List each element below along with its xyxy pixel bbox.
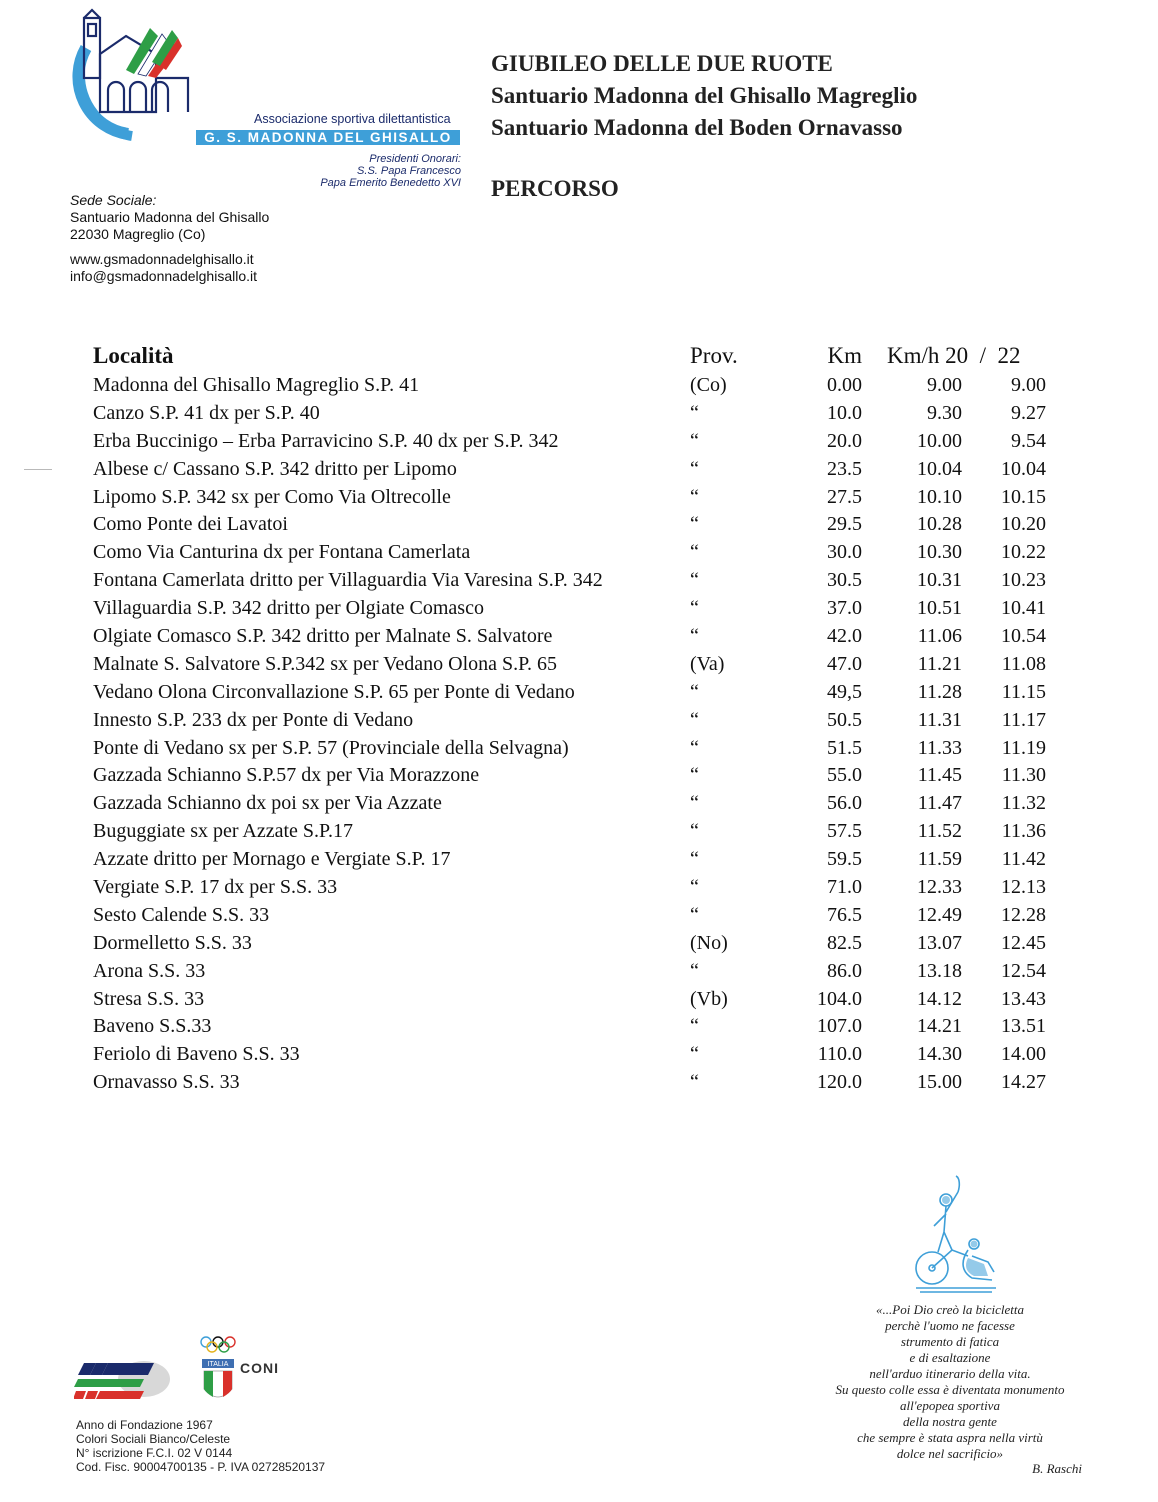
location-cell: Gazzada Schianno S.P.57 dx per Via Morazzone [93,764,480,787]
prov-cell: “ [690,401,699,424]
table-row [0,735,1158,763]
table-row [0,539,1158,567]
km-cell: 56.0 [827,792,862,815]
prov-cell: “ [690,792,699,815]
prov-cell: “ [690,485,699,508]
speed22-cell: 12.54 [1001,959,1046,982]
section-title: PERCORSO [491,176,619,201]
speed22-cell: 11.17 [1001,708,1046,731]
prov-cell: “ [690,597,699,620]
speed20-cell: 11.31 [917,708,962,731]
speed20-cell: 10.00 [917,429,962,452]
table-header [0,340,1158,372]
table-row [0,400,1158,428]
prov-cell: “ [690,429,699,452]
table-row [0,874,1158,902]
president-benedetto: Papa Emerito Benedetto XVI [320,177,461,189]
table-row [0,484,1158,512]
prov-cell: “ [690,708,699,731]
quote-line: Su questo colle essa è diventata monumento [835,1382,1065,1397]
speed20-cell: 11.06 [917,625,962,648]
club-name-banner: G. S. MADONNA DEL GHISALLO [196,130,460,145]
speed20-cell: 14.30 [917,1043,962,1066]
speed22-cell: 14.00 [1001,1043,1046,1066]
route-table [0,340,1158,1097]
speed22-cell: 10.15 [1001,485,1046,508]
speed22-cell: 10.54 [1001,625,1046,648]
speed22-cell: 11.42 [1001,848,1046,871]
monument-graphic [908,1172,1000,1294]
subtitle-ghisallo: Santuario Madonna del Ghisallo Magreglio [491,83,918,108]
speed20-cell: 11.33 [917,736,962,759]
prov-cell: (No) [690,931,728,954]
location-cell: Erba Buccinigo – Erba Parravicino S.P. 40 dx per S.P. 342 [93,429,559,452]
speed20-cell: 10.31 [917,569,962,592]
email-link[interactable]: info@gsmadonnadelghisallo.it [70,268,257,284]
table-row [0,1041,1158,1069]
speed22-cell: 9.54 [1011,429,1046,452]
location-cell: Madonna del Ghisallo Magreglio S.P. 41 [93,374,420,396]
table-row [0,651,1158,679]
km-cell: 37.0 [827,597,862,620]
prov-cell: “ [690,736,699,759]
location-cell: Canzo S.P. 41 dx per S.P. 40 [93,401,320,424]
prov-cell: “ [690,625,699,648]
speed22-cell: 10.41 [1001,597,1046,620]
raschi-quote [800,1302,1100,1462]
km-cell: 29.5 [827,513,862,536]
speed22-cell: 11.19 [1001,736,1046,759]
table-row [0,958,1158,986]
speed20-cell: 11.47 [917,792,962,815]
speed20-cell: 11.28 [917,680,962,703]
association-label: Associazione sportiva dilettantistica [254,112,451,126]
quote-line: strumento di fatica [900,1334,1000,1349]
header-prov: Prov. [690,343,738,368]
km-cell: 42.0 [827,625,862,648]
speed22-cell: 11.30 [1001,764,1046,787]
speed22-cell: 12.28 [1001,903,1046,926]
location-cell: Ornavasso S.S. 33 [93,1071,240,1094]
km-cell: 20.0 [827,429,862,452]
speed20-cell: 9.30 [927,401,962,424]
prov-cell: “ [690,959,699,982]
km-cell: 30.0 [827,541,862,564]
quote-line: all'epopea sportiva [900,1398,1000,1413]
speed20-cell: 11.21 [917,652,962,675]
speed20-cell: 15.00 [917,1071,962,1094]
speed20-cell: 12.33 [917,876,962,899]
km-cell: 27.5 [827,485,862,508]
prov-cell: “ [690,541,699,564]
quote-line: «...Poi Dio creò la bicicletta [876,1302,1024,1317]
prov-cell: “ [690,513,699,536]
fci-logo [74,1355,174,1405]
speed20-cell: 10.51 [917,597,962,620]
header-speed: Km/h 20 / 22 [887,343,1021,368]
location-cell: Vedano Olona Circonvallazione S.P. 65 per Ponte di Vedano [93,680,575,703]
registered-office [70,192,269,285]
prov-cell: “ [690,876,699,899]
speed22-cell: 13.51 [1001,1015,1046,1038]
table-row [0,1069,1158,1097]
location-cell: Feriolo di Baveno S.S. 33 [93,1043,300,1066]
quote-line: nell'arduo itinerario della vita. [869,1366,1031,1381]
speed20-cell: 14.21 [917,1015,962,1038]
prov-cell: “ [690,820,699,843]
location-cell: Innesto S.P. 233 dx per Ponte di Vedano [93,708,414,731]
prov-cell: “ [690,569,699,592]
speed22-cell: 12.13 [1001,876,1046,899]
location-cell: Buguggiate sx per Azzate S.P.17 [93,820,353,843]
speed22-cell: 10.23 [1001,569,1046,592]
km-cell: 76.5 [827,903,862,926]
speed20-cell: 14.12 [917,987,962,1010]
speed22-cell: 11.36 [1001,820,1046,843]
presidents-label: Presidenti Onorari: [369,153,461,165]
honorary-presidents [268,153,461,189]
quote-line: dolce nel sacrificio» [896,1446,1004,1461]
coni-label: CONI [240,1360,279,1376]
table-row [0,902,1158,930]
table-body [0,372,1158,1097]
main-title: GIUBILEO DELLE DUE RUOTE [491,51,833,76]
speed22-cell: 14.27 [1001,1071,1046,1094]
location-cell: Azzate dritto per Mornago e Vergiate S.P. 17 [93,848,451,871]
speed22-cell: 11.32 [1001,792,1046,815]
km-cell: 51.5 [827,736,862,759]
table-row [0,623,1158,651]
km-cell: 107.0 [817,1015,862,1038]
president-francesco: S.S. Papa Francesco [357,165,461,177]
header-location: Località [93,343,174,368]
speed22-cell: 10.22 [1001,541,1046,564]
location-cell: Como Ponte dei Lavatoi [93,513,288,536]
sede-line: 22030 Magreglio (Co) [70,226,206,242]
prov-cell: “ [690,457,699,480]
location-cell: Albese c/ Cassano S.P. 342 dritto per Lipomo [93,457,457,480]
location-cell: Malnate S. Salvatore S.P.342 sx per Vedano Olona S.P. 65 [93,652,558,675]
location-cell: Dormelletto S.S. 33 [93,931,252,954]
speed20-cell: 13.18 [917,959,962,982]
prov-cell: “ [690,1015,699,1038]
prov-cell: “ [690,680,699,703]
location-cell: Baveno S.S.33 [93,1015,212,1038]
km-cell: 10.0 [827,401,862,424]
document-titles [491,48,917,144]
location-cell: Como Via Canturina dx per Fontana Camerlata [93,541,471,564]
prov-cell: “ [690,848,699,871]
km-cell: 110.0 [817,1043,862,1066]
km-cell: 82.5 [827,931,862,954]
km-cell: 47.0 [827,652,862,675]
km-cell: 57.5 [827,820,862,843]
km-cell: 50.5 [827,708,862,731]
location-cell: Stresa S.S. 33 [93,987,205,1010]
prov-cell: (Co) [690,374,727,396]
km-cell: 0.00 [827,374,862,396]
km-cell: 104.0 [817,987,862,1010]
speed22-cell: 12.45 [1001,931,1046,954]
location-cell: Lipomo S.P. 342 sx per Como Via Oltrecolle [93,485,451,508]
km-cell: 71.0 [827,876,862,899]
table-row [0,428,1158,456]
club-logo [68,8,461,189]
speed20-cell: 10.10 [917,485,962,508]
location-cell: Arona S.S. 33 [93,959,206,982]
quote-line: della nostra gente [903,1414,997,1429]
prov-cell: “ [690,764,699,787]
speed22-cell: 9.27 [1011,401,1046,424]
table-row [0,930,1158,958]
cyclist-monument-illustration [908,1172,1000,1294]
speed20-cell: 10.28 [917,513,962,536]
prov-cell: (Vb) [690,987,728,1010]
table-row [0,456,1158,484]
speed20-cell: 11.59 [917,848,962,871]
prov-cell: “ [690,903,699,926]
speed22-cell: 13.43 [1001,987,1046,1010]
club-colors: Colori Sociali Bianco/Celeste [76,1432,231,1446]
table-row [0,846,1158,874]
footer-info [76,1418,325,1474]
table-row [0,818,1158,846]
quote-line: che sempre è stata aspra nella virtù [857,1430,1043,1445]
quote-author: B. Raschi [1032,1461,1082,1476]
fci-graphic [74,1355,174,1405]
table-row [0,372,1158,400]
table-row [0,511,1158,539]
prov-cell: (Va) [690,652,725,675]
table-row [0,679,1158,707]
speed20-cell: 11.45 [917,764,962,787]
subtitle-boden: Santuario Madonna del Boden Ornavasso [491,115,903,140]
km-cell: 59.5 [827,848,862,871]
speed20-cell: 9.00 [927,374,962,396]
km-cell: 120.0 [817,1071,862,1094]
prov-cell: “ [690,1071,699,1094]
website-link[interactable]: www.gsmadonnadelghisallo.it [70,251,254,267]
location-cell: Sesto Calende S.S. 33 [93,903,270,926]
speed20-cell: 10.30 [917,541,962,564]
table-row [0,567,1158,595]
table-row [0,1013,1158,1041]
speed20-cell: 10.04 [917,457,962,480]
location-cell: Olgiate Comasco S.P. 342 dritto per Malnate S. Salvatore [93,625,553,648]
speed22-cell: 10.20 [1001,513,1046,536]
speed22-cell: 11.08 [1001,652,1046,675]
foundation-year: Anno di Fondazione 1967 [76,1418,213,1432]
location-cell: Gazzada Schianno dx poi sx per Via Azzate [93,792,442,815]
km-cell: 86.0 [827,959,862,982]
header-km: Km [827,343,862,368]
sede-line: Santuario Madonna del Ghisallo [70,209,270,225]
tax-codes: Cod. Fisc. 90004700135 - P. IVA 02728520137 [76,1460,326,1474]
location-cell: Vergiate S.P. 17 dx per S.S. 33 [93,876,338,899]
km-cell: 49,5 [827,680,862,703]
location-cell: Fontana Camerlata dritto per Villaguardia Via Varesina S.P. 342 [93,569,603,592]
table-row [0,707,1158,735]
speed20-cell: 11.52 [917,820,962,843]
km-cell: 30.5 [827,569,862,592]
speed20-cell: 13.07 [917,931,962,954]
table-row [0,762,1158,790]
speed22-cell: 9.00 [1011,374,1046,396]
location-cell: Villaguardia S.P. 342 dritto per Olgiate Comasco [93,597,484,620]
sede-label: Sede Sociale: [70,192,157,208]
speed22-cell: 10.04 [1001,457,1046,480]
italia-label: ITALIA [207,1361,229,1368]
speed20-cell: 12.49 [917,903,962,926]
table-row [0,790,1158,818]
km-cell: 23.5 [827,457,862,480]
km-cell: 55.0 [827,764,862,787]
quote-line: e di esaltazione [909,1350,991,1365]
speed22-cell: 11.15 [1001,680,1046,703]
fci-registration: N° iscrizione F.C.I. 02 V 0144 [76,1446,233,1460]
quote-line: perchè l'uomo ne facesse [885,1318,1015,1333]
location-cell: Ponte di Vedano sx per S.P. 57 (Provinciale della Selvagna) [93,736,569,759]
table-row [0,595,1158,623]
prov-cell: “ [690,1043,699,1066]
table-row [0,986,1158,1014]
